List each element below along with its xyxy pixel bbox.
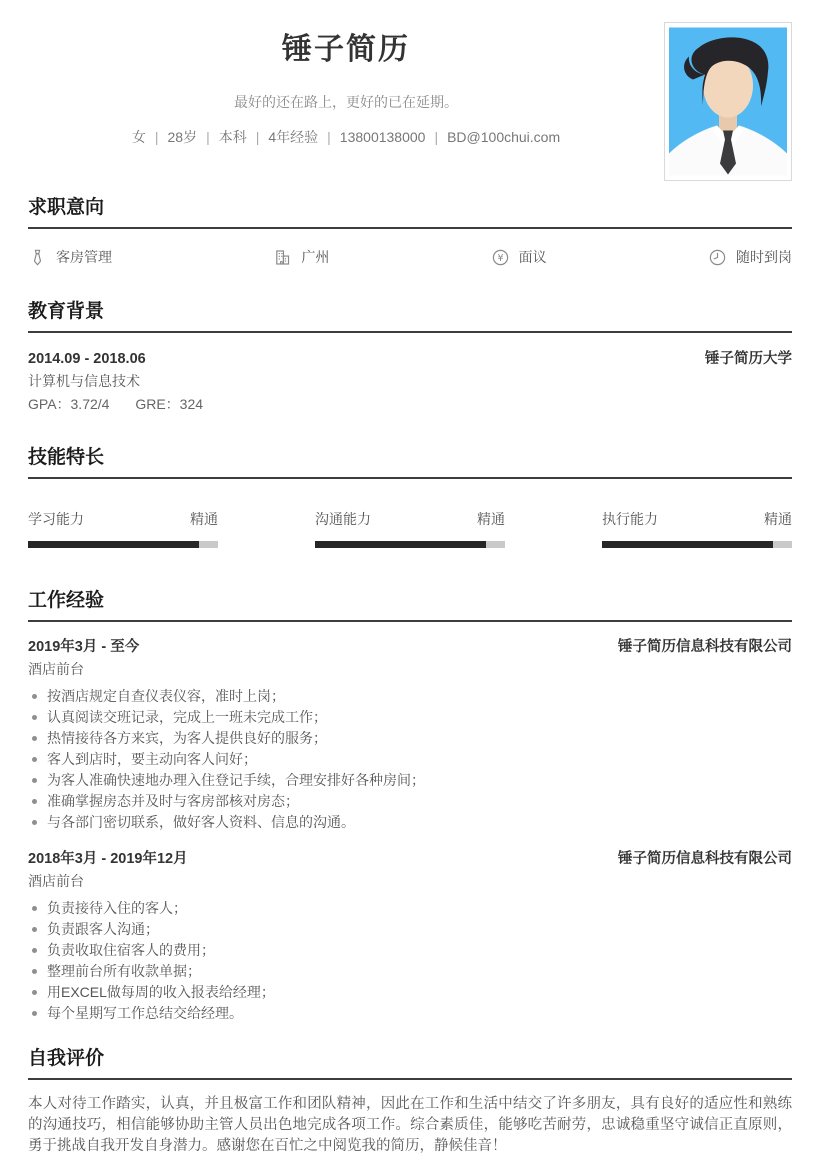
info-part: 4年经验: [268, 129, 319, 145]
info-part: BD@100chui.com: [447, 129, 561, 145]
section-title-education: 教育背景: [28, 301, 792, 333]
skill-name: 学习能力: [28, 511, 84, 527]
bullet-item: 负责收取住宿客人的费用；: [28, 940, 792, 961]
info-part: 13800138000: [339, 129, 426, 145]
bullet-item: 整理前台所有收款单据；: [28, 961, 792, 982]
bullet-item: 用EXCEL做每周的收入报表给经理；: [28, 982, 792, 1003]
skill-bar-track: [315, 541, 505, 548]
info-separator: |: [154, 129, 159, 145]
section-title-work: 工作经验: [28, 590, 792, 622]
work-role: 酒店前台: [28, 873, 84, 889]
education-school: 锤子简历大学: [705, 351, 792, 367]
intention-item-availability: [708, 247, 792, 267]
skill-bar-track: [602, 541, 792, 548]
bullet-item: 准确掌握房态并及时与客房部核对房态；: [28, 791, 792, 812]
bullet-item: 为客人准确快速地办理入住登记手续，合理安排好各种房间；: [28, 770, 792, 791]
avatar: [664, 22, 792, 181]
work-entry-head: [28, 849, 792, 869]
work-role: 酒店前台: [28, 661, 84, 677]
skill-item: [602, 509, 792, 548]
info-separator: |: [255, 129, 260, 145]
bullet-item: 负责跟客人沟通；: [28, 919, 792, 940]
section-work: [28, 590, 792, 1024]
resume-title: 锤子简历: [282, 33, 410, 66]
info-separator: |: [327, 129, 331, 145]
section-education: [28, 301, 792, 415]
intention-label: 面议: [518, 249, 547, 265]
header-text-block: [28, 20, 664, 147]
bullet-item: 按酒店规定自查仪表仪容，准时上岗；: [28, 686, 792, 707]
education-date: 2014.09 - 2018.06: [28, 351, 146, 367]
info-separator: |: [206, 129, 210, 145]
section-title-intention: 求职意向: [28, 197, 792, 229]
work-bullet-list: [28, 898, 792, 1024]
intention-item-city: [273, 247, 329, 267]
skill-item: [28, 509, 218, 548]
evaluation-paragraph: 本人对待工作踏实，认真，并且极富工作和团队精神，因此在工作和生活中结交了许多朋友，具有良好的适应性和熟练的沟通技巧，相信能够协助主管人员出色地完成各项工作。综合素质佳，能够吃苦耐劳，忠诚稳重坚守诚信正直原则，勇于挑战自我开发自身潜力。感谢您在百忙之中阅览我的简历，静候佳音！: [28, 1096, 792, 1154]
yen-icon: [491, 248, 510, 267]
info-part: 本科: [218, 129, 247, 145]
section-title-evaluation: 自我评价: [28, 1048, 792, 1080]
bullet-item: 客人到店时，要主动向客人问好；: [28, 749, 792, 770]
intention-label: 客房管理: [56, 249, 112, 265]
skill-level: 精通: [190, 511, 218, 527]
education-scores: [28, 394, 792, 415]
basic-info-line: [28, 127, 664, 147]
resume-header: [28, 20, 792, 181]
skill-name: 沟通能力: [315, 511, 371, 527]
work-entry-head: [28, 637, 792, 657]
section-title-skills: 技能特长: [28, 447, 792, 479]
info-part: 28岁: [167, 129, 198, 145]
gpa-value: GPA：3.72/4: [28, 396, 110, 412]
building-icon: [273, 248, 292, 267]
work-company: 锤子简历信息科技有限公司: [618, 639, 792, 655]
info-separator: |: [434, 129, 439, 145]
work-entry: [28, 637, 792, 833]
education-major: 计算机与信息技术: [28, 373, 140, 389]
work-date: 2018年3月 - 2019年12月: [28, 851, 188, 867]
work-bullet-list: [28, 686, 792, 833]
skill-name: 执行能力: [602, 511, 658, 527]
skill-bar-fill: [28, 541, 199, 548]
work-entry: [28, 849, 792, 1024]
tie-icon: [28, 248, 47, 267]
bullet-item: 热情接待各方来宾，为客人提供良好的服务；: [28, 728, 792, 749]
info-part: 女: [131, 129, 146, 145]
clock-icon: [708, 248, 727, 267]
skill-item: [315, 509, 505, 548]
svg-text:¥: ¥: [497, 252, 504, 264]
section-evaluation: [28, 1048, 792, 1157]
section-skills: [28, 447, 792, 548]
intention-label: 广州: [301, 249, 330, 265]
skill-bar-track: [28, 541, 218, 548]
bullet-item: 负责接待入住的客人；: [28, 898, 792, 919]
gre-value: GRE：324: [135, 396, 204, 412]
tagline: 最好的还在路上，更好的已在延期。: [234, 94, 458, 110]
intention-item-position: [28, 247, 112, 267]
section-intention: [28, 197, 792, 267]
bullet-item: 每个星期写工作总结交给经理。: [28, 1003, 792, 1024]
bullet-item: 认真阅读交班记录，完成上一班未完成工作；: [28, 707, 792, 728]
bullet-item: 与各部门密切联系，做好客人资料、信息的沟通。: [28, 812, 792, 833]
skills-row: [28, 509, 792, 548]
intention-label: 随时到岗: [735, 249, 792, 265]
work-date: 2019年3月 - 至今: [28, 639, 140, 655]
skill-bar-fill: [315, 541, 486, 548]
skill-bar-fill: [602, 541, 773, 548]
avatar-illustration: [669, 27, 787, 176]
intention-item-salary: [491, 247, 547, 267]
skill-level: 精通: [477, 511, 505, 527]
education-head-row: [28, 349, 792, 369]
skill-level: 精通: [764, 511, 792, 527]
work-company: 锤子简历信息科技有限公司: [618, 851, 792, 867]
intention-row: [28, 247, 792, 267]
